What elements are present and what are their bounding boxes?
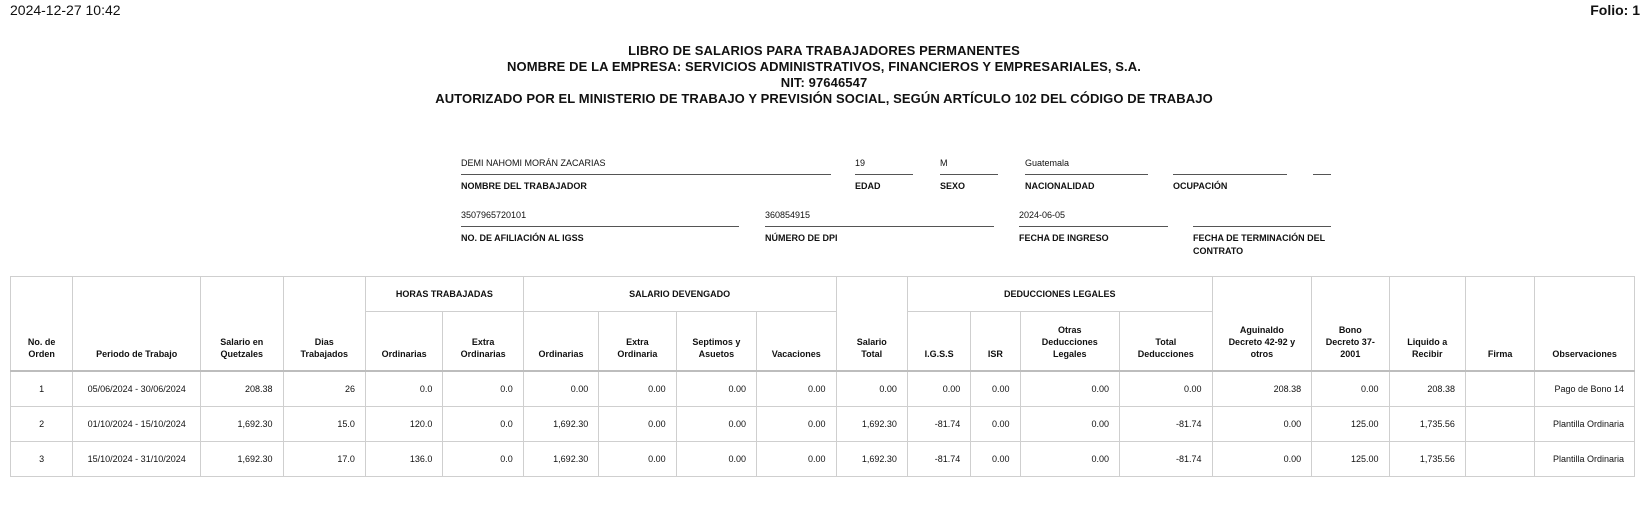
col-salario-quetzales: Salario en Quetzales: [201, 277, 283, 372]
table-row: [11, 371, 1635, 407]
cell-otras-deducciones: 0.00: [1020, 442, 1120, 477]
nationality-field: [1025, 158, 1148, 198]
cell-orden: 2: [11, 407, 73, 442]
age-value: 19: [855, 158, 866, 168]
age-label: EDAD: [855, 181, 881, 191]
cell-otras-deducciones: 0.00: [1020, 407, 1120, 442]
sex-field: [940, 158, 998, 198]
cell-aguinaldo: 0.00: [1212, 407, 1312, 442]
cell-periodo: 15/10/2024 - 31/10/2024: [73, 442, 201, 477]
cell-salario-extra: 0.00: [599, 442, 676, 477]
authorization-note: AUTORIZADO POR EL MINISTERIO DE TRABAJO Y PREVISIÓN SOCIAL, SEGÚN ARTÍCULO 102 DEL CÓDIGO DE TRABAJO: [435, 91, 1213, 106]
group-deducciones: DEDUCCIONES LEGALES: [907, 277, 1212, 312]
occupation-underline: [1173, 174, 1287, 175]
igss-label: NO. DE AFILIACIÓN AL IGSS: [461, 233, 584, 243]
cell-orden: 3: [11, 442, 73, 477]
table-row: [11, 407, 1635, 442]
cell-isr: 0.00: [971, 371, 1020, 407]
col-salario-ordinarias: Ordinarias: [523, 312, 598, 372]
start-date-underline: [1019, 226, 1168, 227]
igss-field: [461, 210, 739, 258]
cell-isr: 0.00: [971, 442, 1020, 477]
group-header-row: [11, 277, 1635, 312]
dpi-label: NÚMERO DE DPI: [765, 233, 838, 243]
cell-orden: 1: [11, 371, 73, 407]
igss-underline: [461, 226, 739, 227]
cell-dias: 17.0: [283, 442, 365, 477]
occupation-label: OCUPACIÓN: [1173, 181, 1228, 191]
dpi-field: [765, 210, 994, 258]
cell-salario-quetzales: 208.38: [201, 371, 283, 407]
cell-salario-extra: 0.00: [599, 407, 676, 442]
start-date-label: FECHA DE INGRESO: [1019, 233, 1109, 243]
print-timestamp: 2024-12-27 10:42: [10, 2, 121, 18]
col-liquido: Liquido a Recibir: [1389, 277, 1465, 372]
col-firma: Firma: [1465, 277, 1534, 372]
col-aguinaldo: Aguinaldo Decreto 42-92 y otros: [1212, 277, 1312, 372]
cell-bono: 125.00: [1312, 442, 1389, 477]
cell-dias: 26: [283, 371, 365, 407]
worker-name-underline: [461, 174, 831, 175]
worker-name-value: DEMI NAHOMI MORÁN ZACARIAS: [461, 158, 606, 168]
col-orden: No. de Orden: [11, 277, 73, 372]
cell-liquido: 1,735.56: [1389, 442, 1465, 477]
col-salario-total: Salario Total: [836, 277, 907, 372]
extra-blank-field: [1313, 158, 1331, 198]
cell-firma: [1465, 371, 1534, 407]
cell-salario-total: 1,692.30: [836, 407, 907, 442]
end-date-underline: [1193, 226, 1331, 227]
cell-septimos: 0.00: [676, 371, 756, 407]
cell-aguinaldo: 208.38: [1212, 371, 1312, 407]
group-horas: HORAS TRABAJADAS: [365, 277, 523, 312]
cell-salario-ordinarias: 1,692.30: [523, 442, 598, 477]
cell-vacaciones: 0.00: [757, 371, 836, 407]
cell-horas-extra: 0.0: [443, 442, 523, 477]
cell-liquido: 208.38: [1389, 371, 1465, 407]
cell-horas-ordinarias: 120.0: [365, 407, 442, 442]
col-isr: ISR: [971, 312, 1020, 372]
cell-periodo: 05/06/2024 - 30/06/2024: [73, 371, 201, 407]
cell-isr: 0.00: [971, 407, 1020, 442]
cell-vacaciones: 0.00: [757, 407, 836, 442]
company-name: NOMBRE DE LA EMPRESA: SERVICIOS ADMINISTRATIVOS, FINANCIEROS Y EMPRESARIALES, S.A.: [507, 59, 1141, 74]
cell-observaciones: Pago de Bono 14: [1535, 371, 1635, 407]
col-vacaciones: Vacaciones: [757, 312, 836, 372]
col-total-deducciones: Total Deducciones: [1120, 312, 1213, 372]
sex-underline: [940, 174, 998, 175]
folio-number: Folio: 1: [1590, 2, 1640, 18]
document-title: LIBRO DE SALARIOS PARA TRABAJADORES PERMANENTES: [628, 43, 1020, 58]
nationality-underline: [1025, 174, 1148, 175]
cell-horas-extra: 0.0: [443, 371, 523, 407]
document-header: [0, 43, 1648, 107]
cell-igss: -81.74: [907, 407, 970, 442]
cell-observaciones: Plantilla Ordinaria: [1535, 407, 1635, 442]
cell-igss: 0.00: [907, 371, 970, 407]
start-date-field: [1019, 210, 1168, 258]
cell-bono: 125.00: [1312, 407, 1389, 442]
cell-dias: 15.0: [283, 407, 365, 442]
cell-otras-deducciones: 0.00: [1020, 371, 1120, 407]
col-horas-extra: Extra Ordinarias: [443, 312, 523, 372]
col-igss: I.G.S.S: [907, 312, 970, 372]
cell-firma: [1465, 407, 1534, 442]
occupation-field: [1173, 158, 1287, 198]
age-underline: [855, 174, 913, 175]
cell-total-deducciones: 0.00: [1120, 371, 1213, 407]
col-otras-deducciones: Otras Deducciones Legales: [1020, 312, 1120, 372]
cell-salario-quetzales: 1,692.30: [201, 407, 283, 442]
cell-septimos: 0.00: [676, 442, 756, 477]
company-nit: NIT: 97646547: [780, 75, 868, 90]
cell-total-deducciones: -81.74: [1120, 407, 1213, 442]
col-horas-ordinarias: Ordinarias: [365, 312, 442, 372]
col-salario-extra: Extra Ordinaria: [599, 312, 676, 372]
nationality-label: NACIONALIDAD: [1025, 181, 1095, 191]
nationality-value: Guatemala: [1025, 158, 1070, 168]
worker-name-label: NOMBRE DEL TRABAJADOR: [461, 181, 587, 191]
age-field: [855, 158, 913, 198]
igss-value: 3507965720101: [461, 210, 527, 220]
cell-salario-total: 0.00: [836, 371, 907, 407]
cell-salario-ordinarias: 0.00: [523, 371, 598, 407]
dpi-value: 360854915: [765, 210, 811, 220]
cell-firma: [1465, 442, 1534, 477]
salary-ledger-table: [10, 276, 1635, 477]
cell-total-deducciones: -81.74: [1120, 442, 1213, 477]
cell-aguinaldo: 0.00: [1212, 442, 1312, 477]
sex-value: M: [940, 158, 948, 168]
end-date-label: FECHA DE TERMINACIÓN DEL CONTRATO: [1193, 233, 1326, 256]
cell-horas-ordinarias: 0.0: [365, 371, 442, 407]
col-periodo: Periodo de Trabajo: [73, 277, 201, 372]
cell-observaciones: Plantilla Ordinaria: [1535, 442, 1635, 477]
col-observaciones: Observaciones: [1535, 277, 1635, 372]
cell-vacaciones: 0.00: [757, 442, 836, 477]
end-date-field: [1193, 210, 1331, 258]
extra-blank-underline: [1313, 174, 1331, 175]
cell-salario-total: 1,692.30: [836, 442, 907, 477]
group-salario: SALARIO DEVENGADO: [523, 277, 836, 312]
cell-bono: 0.00: [1312, 371, 1389, 407]
cell-septimos: 0.00: [676, 407, 756, 442]
col-bono: Bono Decreto 37-2001: [1312, 277, 1389, 372]
cell-periodo: 01/10/2024 - 15/10/2024: [73, 407, 201, 442]
dpi-underline: [765, 226, 994, 227]
cell-salario-extra: 0.00: [599, 371, 676, 407]
cell-horas-extra: 0.0: [443, 407, 523, 442]
table-row: [11, 442, 1635, 477]
cell-salario-quetzales: 1,692.30: [201, 442, 283, 477]
start-date-value: 2024-06-05: [1019, 210, 1066, 220]
cell-igss: -81.74: [907, 442, 970, 477]
col-septimos: Septimos y Asuetos: [676, 312, 756, 372]
col-dias: Dias Trabajados: [283, 277, 365, 372]
sex-label: SEXO: [940, 181, 966, 191]
cell-salario-ordinarias: 1,692.30: [523, 407, 598, 442]
cell-horas-ordinarias: 136.0: [365, 442, 442, 477]
worker-name-field: [461, 158, 831, 198]
cell-liquido: 1,735.56: [1389, 407, 1465, 442]
